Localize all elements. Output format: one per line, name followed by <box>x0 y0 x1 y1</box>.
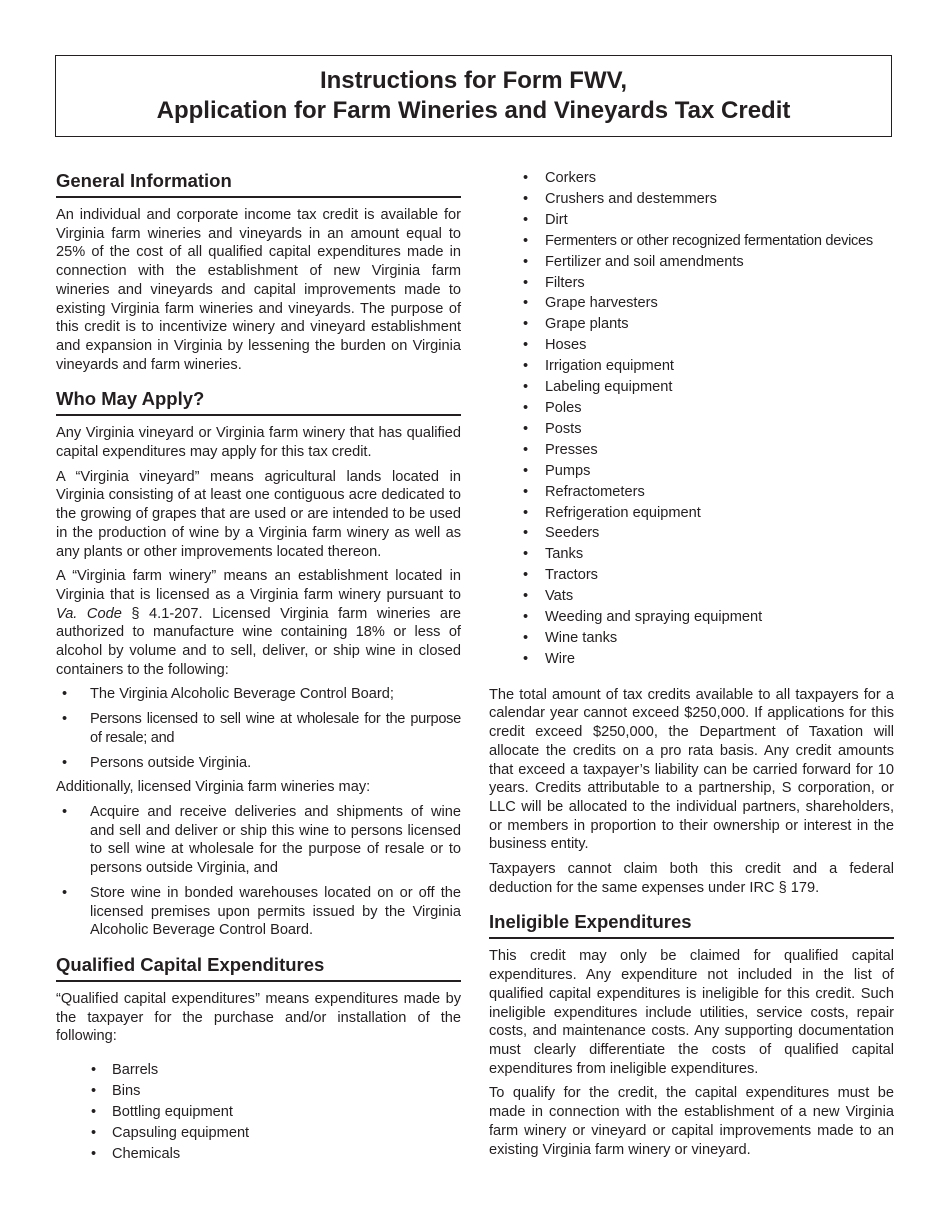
ineligible-paragraph-2: To qualify for the credit, the capital expenditures must be made in connection with the establishment of a new Virginia farm winery or vineyard or capital improvements made to an existing Virginia farm winery or vineyard. <box>489 1085 894 1158</box>
list-item: • Presses <box>489 440 894 461</box>
list-item: • Chemicals <box>56 1144 461 1165</box>
left-column <box>56 168 461 1165</box>
right-column <box>489 168 894 1165</box>
who-may-apply-heading: Who May Apply? <box>56 386 461 416</box>
list-item: • Bottling equipment <box>56 1102 461 1123</box>
list-item: • Labeling equipment <box>489 377 894 398</box>
page-title-line-2: Application for Farm Wineries and Vineyards Tax Credit <box>156 97 791 124</box>
list-item: • Hoses <box>489 335 894 356</box>
list-item: • Fertilizer and soil amendments <box>489 252 894 273</box>
qualified-capital-expenditures-section <box>56 952 461 1165</box>
list-item: • Filters <box>489 273 894 294</box>
list-item: • Acquire and receive deliveries and shipments of wine and sell and deliver or ship this wine to persons licensed to sell wine at wholesale for the purpose of resale or to persons outside Virginia, and <box>56 803 461 878</box>
general-information-section <box>56 168 461 374</box>
list-item: • Fermenters or other recognized fermentation devices <box>489 231 894 252</box>
va-code-reference: Va. Code <box>56 605 122 622</box>
farm-winery-text-b: § 4.1-207. Licensed Virginia farm wineries are authorized to manufacture wine containing 18% or less of alcohol by volume and to sell, deliver, or ship wine in closed containers to the following: <box>56 605 461 678</box>
virginia-farm-winery-definition <box>56 567 461 679</box>
list-item: • Barrels <box>56 1060 461 1081</box>
irc-179-paragraph: Taxpayers cannot claim both this credit and a federal deduction for the same expenses under IRC § 179. <box>489 861 894 896</box>
ineligible-expenditures-heading: Ineligible Expenditures <box>489 909 894 939</box>
list-item: • Corkers <box>489 168 894 189</box>
title-box <box>55 55 892 137</box>
list-item: • Poles <box>489 398 894 419</box>
sell-to-list <box>56 685 461 772</box>
who-may-apply-paragraph-1: Any Virginia vineyard or Virginia farm winery that has qualified capital expenditures may apply for this tax credit. <box>56 425 461 461</box>
list-item: • Crushers and destemmers <box>489 189 894 210</box>
list-item: • Store wine in bonded warehouses located on or off the licensed premises upon permits issued by the Virginia Alcoholic Beverage Control Board. <box>56 884 461 940</box>
ineligible-paragraph-1: This credit may only be claimed for qualified capital expenditures. Any expenditure not included in the list of qualified capital expenditures is ineligible for this credit. Such ineligible expenditures include utilities, service costs, repair costs, and maintenance costs. Any supporting documentation must clearly differentiate the costs of qualified capital expenditures from ineligible expenditures. <box>489 948 894 1077</box>
general-information-heading: General Information <box>56 168 461 198</box>
list-item: • Wire <box>489 649 894 670</box>
list-item: • Weeding and spraying equipment <box>489 607 894 628</box>
list-item: • Irrigation equipment <box>489 356 894 377</box>
list-item: • Pumps <box>489 461 894 482</box>
list-item: • The Virginia Alcoholic Beverage Control Board; <box>56 685 461 704</box>
who-may-apply-section <box>56 386 461 940</box>
ineligible-expenditures-section <box>489 909 894 1159</box>
list-item: • Grape harvesters <box>489 293 894 314</box>
list-item: • Refractometers <box>489 482 894 503</box>
list-item: • Persons outside Virginia. <box>56 754 461 773</box>
list-item: • Tanks <box>489 544 894 565</box>
qualified-items-list-left <box>56 1060 461 1165</box>
list-item: • Refrigeration equipment <box>489 503 894 524</box>
list-item: • Dirt <box>489 210 894 231</box>
qualified-capital-expenditures-heading: Qualified Capital Expenditures <box>56 952 461 982</box>
additionally-paragraph: Additionally, licensed Virginia farm wineries may: <box>56 779 371 796</box>
wineries-may-list <box>56 803 461 940</box>
virginia-vineyard-definition: A “Virginia vineyard” means agricultural lands located in Virginia consisting of at least one contiguous acre dedicated to the growing of grapes that are used or are intended to be used in the production of wine by a Virginia farm winery as well as any plants or other improvements located thereon. <box>56 468 461 560</box>
page-title-line-1: Instructions for Form FWV, <box>319 67 628 94</box>
list-item: • Capsuling equipment <box>56 1123 461 1144</box>
farm-winery-text-a: A “Virginia farm winery” means an establishment located in Virginia that is licensed as a Virginia farm winery pursuant to <box>56 568 461 603</box>
credit-limit-paragraph: The total amount of tax credits available to all taxpayers for a calendar year cannot exceed $250,000. If applications for this credit exceed $250,000, the Department of Taxation will allocate the credits on a pro rata basis. Any credit amounts that exceed a taxpayer’s liability can be carried forward for 10 years. Credits attributable to a partnership, S corporation, or LLC will be allocated to the individual partners, shareholders, or members in proportion to their ownership or interest in the business entity. <box>489 686 894 853</box>
list-item: • Bins <box>56 1081 461 1102</box>
list-item: • Seeders <box>489 523 894 544</box>
list-item: • Wine tanks <box>489 628 894 649</box>
general-information-paragraph: An individual and corporate income tax credit is available for Virginia farm wineries and vineyards in an amount equal to 25% of the cost of all qualified capital expenditures made in connection with the establishment of new Virginia farm wineries and vineyards and capital improvements made to existing Virginia farm wineries and vineyards. The purpose of this credit is to incentivize winery and vineyard establishment and expansion in Virginia by lessening the burden on Virginia vineyards and farm wineries. <box>56 207 461 373</box>
list-item: • Grape plants <box>489 314 894 335</box>
list-item: • Posts <box>489 419 894 440</box>
list-item: • Persons licensed to sell wine at wholesale for the purpose of resale; and <box>56 710 461 747</box>
qualified-expenditures-definition: “Qualified capital expenditures” means expenditures made by the taxpayer for the purchase and/or installation of the following: <box>56 990 461 1045</box>
list-item: • Vats <box>489 586 894 607</box>
list-item: • Tractors <box>489 565 894 586</box>
qualified-items-list-right <box>489 168 894 670</box>
